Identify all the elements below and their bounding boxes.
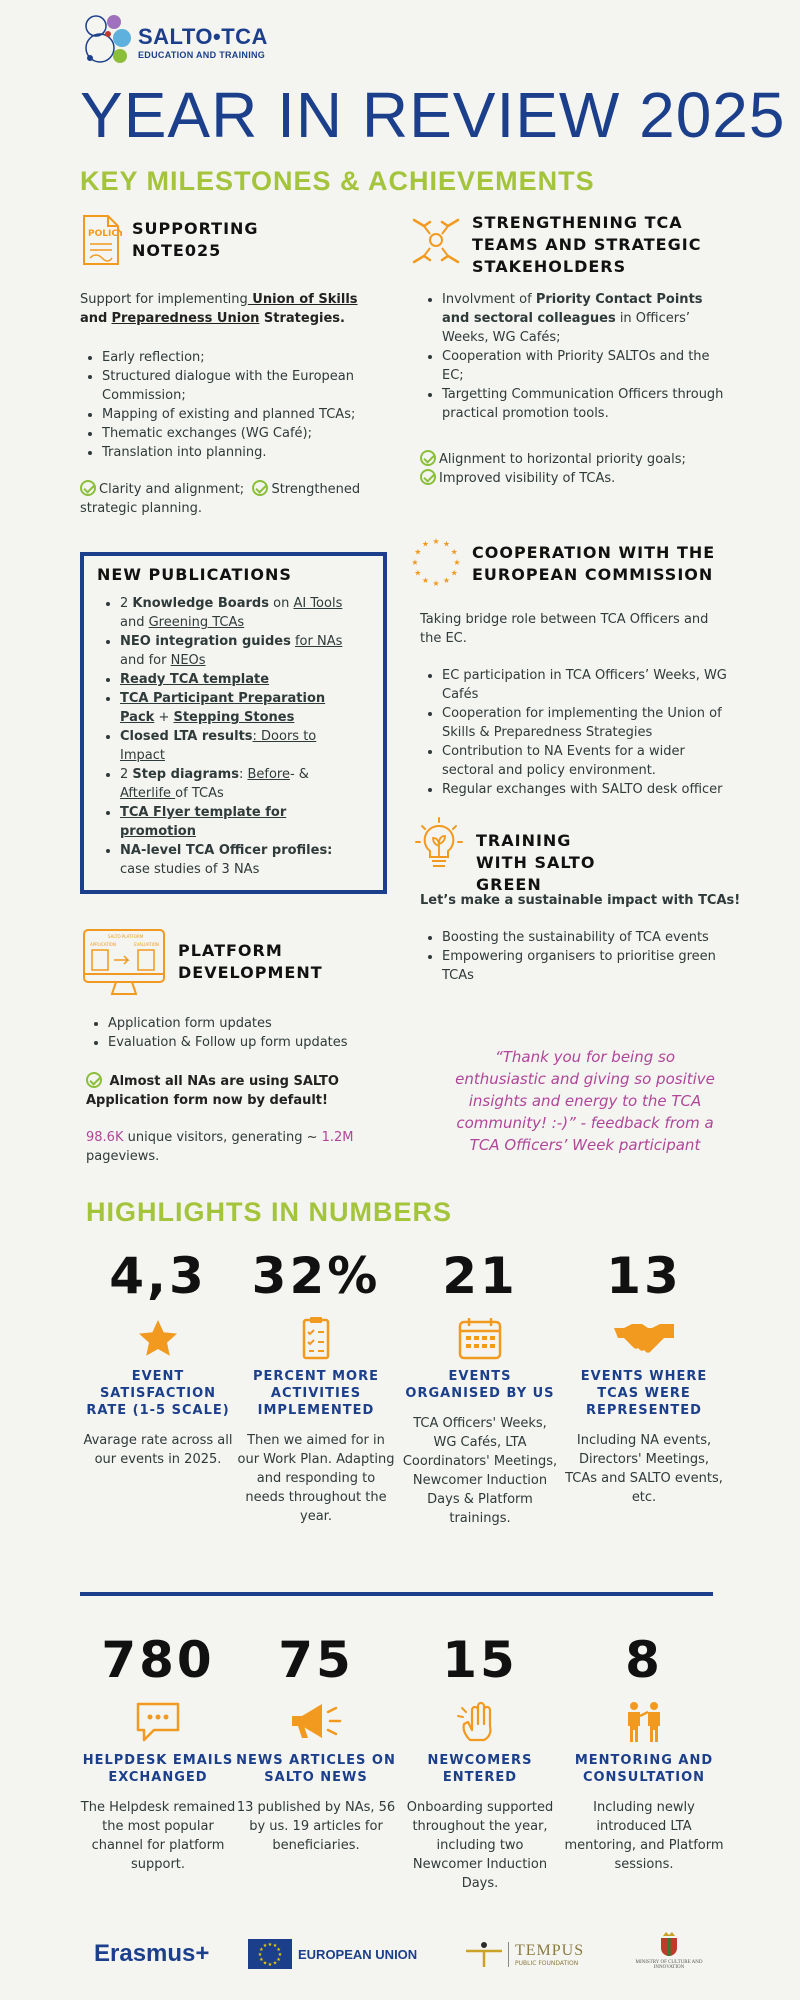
note025-results: Clarity and alignment; Strengthened strategic planning. <box>80 482 361 516</box>
stat-value: 13 <box>606 1247 682 1305</box>
stat-label: PERCENT MORE ACTIVITIES IMPLEMENTED <box>253 1369 379 1418</box>
list-item: • Evaluation & Follow up form updates <box>108 1033 386 1052</box>
star-mark: ★ <box>450 547 458 557</box>
list-item: • 2 Step diagrams: Before- & Afterlife of TCAs <box>120 765 360 803</box>
flyer-template-link[interactable]: TCA Flyer template for promotion <box>120 805 287 839</box>
list-item: • Contribution to NA Events for a wider sectoral and policy environment. <box>442 742 732 780</box>
list-item: • Involvment of Priority Contact Points and sectoral colleagues in Officers’ Weeks, WG Cafés; <box>442 290 732 347</box>
star-mark: ★ <box>272 1960 278 1967</box>
neos-link[interactable]: NEOs <box>170 653 206 668</box>
star-mark: ★ <box>432 578 440 588</box>
star-mark: ★ <box>277 1951 283 1958</box>
salto-network-icon <box>80 12 136 70</box>
svg-text:SALTO PLATFORM: SALTO PLATFORM <box>108 934 144 939</box>
list-item: • Boosting the sustainability of TCA events <box>442 928 732 947</box>
ec-bullets <box>420 666 732 799</box>
publications-heading: NEW PUBLICATIONS <box>97 565 292 584</box>
star-mark: ★ <box>262 1943 268 1950</box>
page-title: YEAR IN REVIEW 2025 <box>80 79 786 151</box>
mentoring-people-icon <box>564 1700 724 1744</box>
check-icon <box>420 450 436 466</box>
stepping-stones-link[interactable]: Stepping Stones <box>173 710 295 725</box>
stat-description: Then we aimed for in our Work Plan. Adapting and responding to needs throughout the year. <box>237 1433 395 1524</box>
divider <box>80 1592 713 1596</box>
stat-description: The Helpdesk remained the most popular channel for platform support. <box>80 1800 236 1872</box>
stat-label: EVENTS ORGANISED BY US <box>405 1369 555 1401</box>
numbers-title: HIGHLIGHTS IN NUMBERS <box>86 1197 453 1227</box>
star-mark: ★ <box>262 1960 268 1967</box>
star-mark: ★ <box>421 575 430 585</box>
stat-label: EVENTS WHERE TCAS WERE REPRESENTED <box>580 1369 708 1418</box>
star-mark: ★ <box>272 1943 278 1950</box>
monitor-forms-icon <box>82 928 166 1004</box>
brand-name: SALTO•TCA <box>138 24 268 49</box>
star-mark: ★ <box>259 1946 264 1953</box>
note025-intro: Support for implementing Union of Skills and Preparedness Union Strategies. <box>80 292 358 326</box>
list-item: • Closed LTA results: Doors to Impact <box>120 727 360 765</box>
milestones-title: KEY MILESTONES & ACHIEVEMENTS <box>80 166 595 196</box>
check-icon <box>80 480 96 496</box>
stat-description: Onboarding supported throughout the year, including two Newcomer Induction Days. <box>406 1800 554 1891</box>
list-item: • Cooperation with Priority SALTOs and the EC; <box>442 347 732 385</box>
stat-value: 780 <box>101 1631 215 1689</box>
union-of-skills-link[interactable]: Union of Skills <box>247 292 358 307</box>
pageviews-count: 1.2M <box>321 1130 354 1145</box>
stat-description: Including NA events, Directors' Meetings, TCAs and SALTO events, etc. <box>565 1433 723 1505</box>
stat-value: 8 <box>625 1631 663 1689</box>
list-item <box>120 670 360 689</box>
salto-tca-logo <box>80 12 268 72</box>
stat-value: 32% <box>251 1247 381 1305</box>
green-heading: TRAINING WITH SALTO GREEN <box>476 831 596 894</box>
list-item: • Empowering organisers to prioritise green TCAs <box>442 947 732 985</box>
stat-block <box>564 1246 724 1507</box>
star-mark: ★ <box>453 557 461 567</box>
list-item: • Mapping of existing and planned TCAs; <box>102 405 380 424</box>
list-item <box>120 803 360 841</box>
handshake-icon <box>564 1316 724 1360</box>
eu-flag-icon <box>248 1939 292 1969</box>
stat-label: NEWCOMERS ENTERED <box>427 1753 533 1785</box>
list-item: • EC participation in TCA Officers’ Weeks, WG Cafés <box>442 666 732 704</box>
tempus-logo: TEMPUS PUBLIC FOUNDATION <box>464 1930 584 1978</box>
star-mark: ★ <box>450 568 458 578</box>
platform-heading: PLATFORM DEVELOPMENT <box>178 941 323 982</box>
ec-heading: COOPERATION WITH THE EUROPEAN COMMISSION <box>472 543 716 584</box>
waving-hand-icon <box>400 1700 560 1744</box>
stat-label: HELPDESK EMAILS EXCHANGED <box>82 1753 234 1785</box>
greening-tcas-link[interactable]: Greening TCAs <box>148 615 245 630</box>
ai-tools-link[interactable]: AI Tools <box>293 596 343 611</box>
visitors-count: 98.6K <box>86 1130 124 1145</box>
stat-label: NEWS ARTICLES ON SALTO NEWS <box>236 1753 396 1785</box>
erasmus-logo: Erasmus+ <box>94 1940 210 1967</box>
stat-block <box>400 1246 560 1528</box>
ec-intro: Taking bridge role between TCA Officers and the EC. <box>420 612 709 646</box>
ready-tca-template-link[interactable]: Ready TCA template <box>120 672 270 687</box>
stat-block <box>78 1246 238 1469</box>
coat-of-arms-icon <box>657 1930 681 1960</box>
svg-text:POLICY: POLICY <box>88 229 122 239</box>
list-item: • Structured dialogue with the European Commission; <box>102 367 380 405</box>
stat-block <box>400 1630 560 1893</box>
svg-text:APPLICATION: APPLICATION <box>90 942 116 947</box>
preparation-pack-link[interactable]: TCA Participant Preparation Pack <box>120 691 326 725</box>
note025-heading: SUPPORTING NOTE025 <box>132 219 259 260</box>
policy-icon <box>80 212 122 272</box>
stat-label: MENTORING AND CONSULTATION <box>574 1753 714 1785</box>
green-intro: Let’s make a sustainable impact with TCAs! <box>420 893 741 908</box>
for-nas-link[interactable]: for NAs <box>294 634 343 649</box>
stat-block <box>564 1630 724 1874</box>
teams-results: Alignment to horizontal priority goals; Improved visibility of TCAs. <box>420 450 732 488</box>
star-mark: ★ <box>259 1956 264 1963</box>
stat-block <box>236 1630 396 1855</box>
hands-network-icon <box>410 212 462 274</box>
star-mark: ★ <box>276 1946 281 1953</box>
list-item: • 2 Knowledge Boards on AI Tools and Greening TCAs <box>120 594 360 632</box>
green-bullets <box>420 928 732 985</box>
platform-bullets <box>86 1014 386 1052</box>
list-item: • Targetting Communication Officers through practical promotion tools. <box>442 385 732 423</box>
platform-stats: 98.6K unique visitors, generating ~ 1.2M pageviews. <box>86 1130 354 1164</box>
star-mark: ★ <box>432 536 440 546</box>
list-item: • Cooperation for implementing the Union of Skills & Preparedness Strategies <box>442 704 732 742</box>
star-mark: ★ <box>442 575 451 585</box>
chat-bubble-icon <box>78 1700 238 1744</box>
check-icon <box>86 1072 102 1088</box>
star-mark: ★ <box>421 539 430 549</box>
publications-list <box>98 594 360 879</box>
stat-description: 13 published by NAs, 56 by us. 19 articles for beneficiaries. <box>236 1800 396 1853</box>
stat-description: Including newly introduced LTA mentoring, and Platform sessions. <box>564 1800 724 1872</box>
teams-heading: STRENGTHENING TCA TEAMS AND STRATEGIC STAKEHOLDERS <box>472 213 702 276</box>
svg-text:EVALUATION: EVALUATION <box>134 942 159 947</box>
preparedness-union-link[interactable]: Preparedness Union <box>111 311 260 326</box>
platform-result: Almost all NAs are using SALTO Application form now by default! <box>86 1074 339 1108</box>
star-mark: ★ <box>411 557 419 567</box>
lightbulb-plant-icon <box>414 816 464 878</box>
star-mark: ★ <box>257 1951 263 1958</box>
megaphone-icon <box>236 1700 396 1744</box>
star-mark: ★ <box>442 539 451 549</box>
stat-value: 21 <box>442 1247 518 1305</box>
stat-value: 4,3 <box>109 1247 207 1305</box>
check-icon <box>252 480 268 496</box>
list-item: • NEO integration guides for NAs and for NEOs <box>120 632 360 670</box>
stat-block <box>78 1630 238 1874</box>
check-icon <box>420 469 436 485</box>
list-item: • Regular exchanges with SALTO desk officer <box>442 780 732 799</box>
list-item: • Early reflection; <box>102 348 380 367</box>
star-mark: ★ <box>276 1956 281 1963</box>
stat-description: TCA Officers' Weeks, WG Cafés, LTA Coordinators' Meetings, Newcomer Induction Days & Platform trainings. <box>402 1416 558 1526</box>
star-mark: ★ <box>414 547 422 557</box>
clipboard-icon <box>236 1316 396 1360</box>
afterlife-link[interactable]: Afterlife <box>120 786 176 801</box>
ministry-logo: MINISTRY OF CULTURE AND INNOVATION <box>634 1930 704 1978</box>
eu-stars-icon <box>410 536 462 592</box>
brand-subtitle: EDUCATION AND TRAINING <box>138 50 266 60</box>
tempus-figure-icon <box>464 1939 504 1969</box>
star-icon <box>78 1316 238 1360</box>
doors-to-impact-link[interactable]: : Doors to Impact <box>120 729 317 763</box>
list-item: • Translation into planning. <box>102 443 380 462</box>
stat-block <box>236 1246 396 1526</box>
stat-value: 15 <box>442 1631 518 1689</box>
stat-description: Avarage rate across all our events in 2025. <box>83 1433 233 1467</box>
list-item: • TCA Participant Preparation Pack + Stepping Stones <box>120 689 360 727</box>
list-item: • Application form updates <box>108 1014 386 1033</box>
before-link[interactable]: Before <box>247 767 290 782</box>
star-mark: ★ <box>414 568 422 578</box>
star-mark: ★ <box>267 1961 273 1968</box>
stat-label: EVENT SATISFACTION RATE (1-5 SCALE) <box>86 1369 230 1418</box>
calendar-icon <box>400 1316 560 1360</box>
note025-bullets <box>80 348 380 462</box>
list-item: • Thematic exchanges (WG Café); <box>102 424 380 443</box>
star-mark: ★ <box>267 1941 273 1948</box>
stat-value: 75 <box>278 1631 354 1689</box>
participant-quote: “Thank you for being so enthusiastic and giving so positive insights and energy to the TCA community! :-)” - feedback from a TCA Officers’ Week participant <box>455 1048 715 1154</box>
list-item: • NA-level TCA Officer profiles: case studies of 3 NAs <box>120 841 360 879</box>
eu-logo: ★ ★ ★ ★ ★ ★ ★ ★ ★ ★ ★ ★ EUROPEAN UNION <box>248 1930 417 1978</box>
teams-bullets <box>420 290 732 423</box>
